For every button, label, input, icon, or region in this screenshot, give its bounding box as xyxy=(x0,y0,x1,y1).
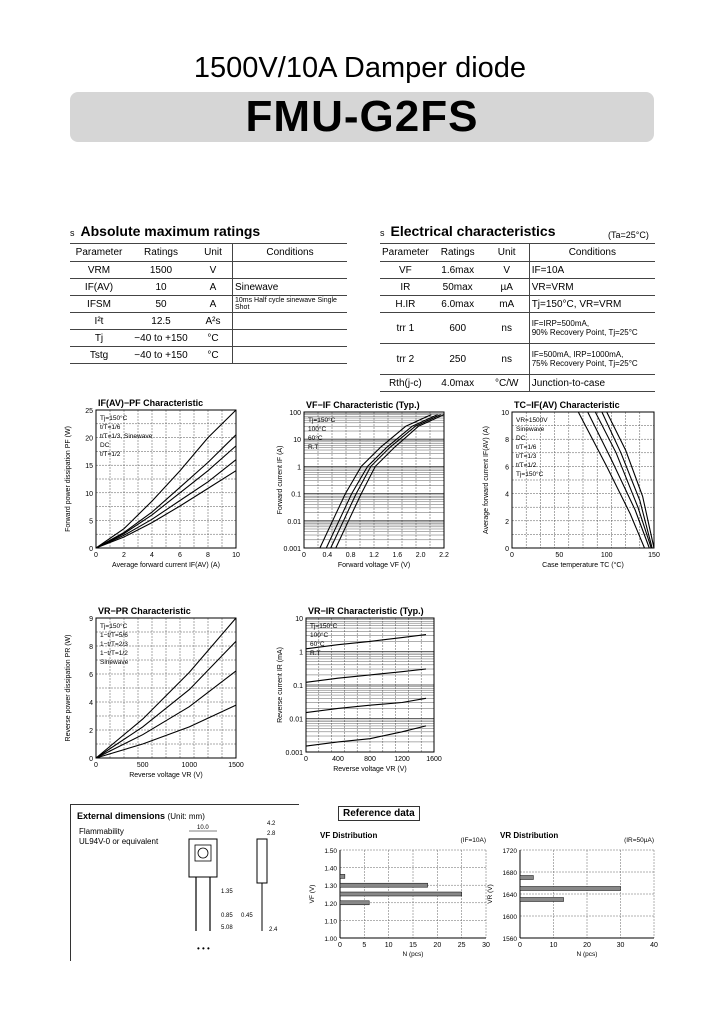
x-tick-label: 30 xyxy=(616,942,625,949)
cell: VRM xyxy=(70,262,128,279)
x-axis-label: N (pcs) xyxy=(402,951,424,958)
chart-annotation: R.T xyxy=(310,650,321,657)
y-axis-label: VF (V) xyxy=(309,884,316,904)
cell xyxy=(233,330,348,347)
dim-label: 2.8 xyxy=(267,831,276,837)
y-tick-label: 0.01 xyxy=(287,518,301,526)
cell: IR xyxy=(380,279,431,296)
series-line xyxy=(326,415,437,548)
y-tick-label: 5 xyxy=(89,518,93,526)
y-tick-label: 4 xyxy=(505,491,509,499)
y-axis-label: Average forward current IF(AV) (A) xyxy=(483,426,490,534)
cell xyxy=(233,262,348,279)
external-dimensions-box xyxy=(70,804,299,961)
chart-annotation: Tj=150°C xyxy=(516,471,544,478)
y-tick-label: 1600 xyxy=(502,914,517,921)
chart-title: VF−IF Characteristic (Typ.) xyxy=(306,400,420,410)
y-axis-label: Forward power dissipation PF (W) xyxy=(65,426,72,532)
y-tick-label: 10 xyxy=(293,437,301,445)
chart-annotation: t/T=1/6 xyxy=(516,444,537,451)
distribution-bar xyxy=(340,892,462,896)
chart-annotation: 1−t/T=5/6 xyxy=(100,632,128,639)
x-axis-label: Case temperature TC (°C) xyxy=(542,562,624,569)
table-header-row xyxy=(380,244,655,262)
y-tick-label: 10 xyxy=(85,490,93,498)
cell: A²s xyxy=(194,313,233,330)
cell: 50 xyxy=(128,296,194,313)
x-tick-label: 20 xyxy=(583,942,591,949)
chart-annotation: Tj=150°C xyxy=(100,623,128,630)
table-row xyxy=(70,262,347,279)
ext-unit: (Unit: mm) xyxy=(167,812,205,821)
x-tick-label: 5 xyxy=(362,942,367,949)
cell: ns xyxy=(485,344,530,375)
table-row xyxy=(380,296,655,313)
chart-annotation: t/T=1/3, Sinewave xyxy=(100,433,153,440)
cell: H.IR xyxy=(380,296,431,313)
series-line xyxy=(320,415,431,548)
col-header: Unit xyxy=(485,244,530,262)
cell: Junction-to-case xyxy=(529,375,655,392)
x-axis-label: Forward voltage VF (V) xyxy=(337,562,411,569)
x-axis-label: Reverse voltage VR (V) xyxy=(333,766,407,773)
chart-title: VR−IR Characteristic (Typ.) xyxy=(308,606,424,616)
cell: 10ms Half cycle sinewave Single Shot xyxy=(233,296,348,313)
reference-data-title: Reference data xyxy=(338,806,420,821)
chart-vr-distribution xyxy=(484,828,664,968)
cell: °C xyxy=(194,330,233,347)
chart-note: (IR=50µA) xyxy=(624,837,654,844)
distribution-bar xyxy=(340,883,428,887)
cell: Tj xyxy=(70,330,128,347)
y-tick-label: 15 xyxy=(85,463,93,471)
cell: ns xyxy=(485,313,530,344)
x-tick-label: 800 xyxy=(364,756,376,763)
x-tick-label: 1600 xyxy=(426,756,442,763)
x-tick-label: 1.6 xyxy=(392,552,403,559)
cell: I²t xyxy=(70,313,128,330)
chart-annotation: t/T=1/2 xyxy=(516,462,537,469)
col-header: Unit xyxy=(194,244,233,262)
chart-annotation: 1−t/T=2/3 xyxy=(100,641,128,648)
y-axis-label: Reverse power dissipation PR (W) xyxy=(65,634,72,742)
chart-title: IF(AV)−PF Characteristic xyxy=(98,398,204,408)
cell: Tstg xyxy=(70,347,128,364)
table-row xyxy=(70,296,347,313)
table-row xyxy=(380,262,655,279)
x-axis-label: Average forward current IF(AV) (A) xyxy=(112,562,220,569)
chart-title: TC−IF(AV) Characteristic xyxy=(514,400,620,410)
x-tick-label: 2.2 xyxy=(439,552,449,559)
y-tick-label: 8 xyxy=(505,437,509,445)
chart-annotation: 60°C xyxy=(310,641,325,648)
chart-annotation: Tj=150°C xyxy=(308,417,336,424)
table-row xyxy=(380,344,655,375)
part-number: FMU-G2FS xyxy=(245,92,479,141)
y-tick-label: 1.30 xyxy=(324,883,337,891)
x-axis-label: N (pcs) xyxy=(576,951,598,958)
pin-marks: • • • xyxy=(197,944,210,953)
table-row xyxy=(70,330,347,347)
cell: 250 xyxy=(431,344,485,375)
distribution-bar xyxy=(520,876,533,880)
y-axis-label: VR (V) xyxy=(487,884,494,904)
x-tick-label: 40 xyxy=(650,942,658,949)
table-row xyxy=(70,347,347,364)
cell: IF=10A xyxy=(529,262,655,279)
cell: Rth(j-c) xyxy=(380,375,431,392)
y-axis-label: Reverse current IR (mA) xyxy=(277,647,284,723)
bullet-marker: s xyxy=(380,228,385,238)
cell: 1.6max xyxy=(431,262,485,279)
elec-heading xyxy=(380,223,556,239)
cell: A xyxy=(194,296,233,313)
abs-max-table xyxy=(70,243,347,364)
cell: trr 2 xyxy=(380,344,431,375)
elec-table xyxy=(380,243,655,392)
y-tick-label: 1640 xyxy=(502,892,517,899)
dim-label: 0.85 xyxy=(221,913,233,919)
package-tab xyxy=(195,845,211,861)
dim-label: 2.4 xyxy=(269,927,278,933)
cell: Tj=150°C, VR=VRM xyxy=(529,296,655,313)
cell: mA xyxy=(485,296,530,313)
mounting-hole xyxy=(198,848,208,858)
y-tick-label: 6 xyxy=(89,672,93,679)
chart-annotation: Tj=150°C xyxy=(310,623,338,630)
dim-label: 1.35 xyxy=(221,889,233,895)
y-tick-label: 4 xyxy=(89,700,93,707)
y-tick-label: 0.001 xyxy=(285,750,303,757)
x-tick-label: 1200 xyxy=(394,756,410,763)
cell: 600 xyxy=(431,313,485,344)
chart-annotation: DC xyxy=(516,435,526,442)
cell: 1500 xyxy=(128,262,194,279)
dim-label: 10.0 xyxy=(197,825,209,831)
x-tick-label: 0 xyxy=(338,942,342,949)
distribution-bar xyxy=(520,887,621,891)
cond-line: 75% Recovery Point, Tj=25°C xyxy=(531,359,638,368)
cell: °C xyxy=(194,347,233,364)
cell: V xyxy=(194,262,233,279)
bullet-marker: s xyxy=(70,228,75,238)
table-row xyxy=(70,313,347,330)
cell: IFSM xyxy=(70,296,128,313)
x-tick-label: 1000 xyxy=(181,762,198,769)
x-tick-label: 20 xyxy=(433,942,442,949)
x-tick-label: 0.8 xyxy=(345,552,356,559)
y-tick-label: 1 xyxy=(299,649,303,657)
chart-annotation: 1−t/T=1/2 xyxy=(100,650,128,657)
dim-label: 0.45 xyxy=(241,913,253,919)
x-axis-label: Reverse voltage VR (V) xyxy=(129,772,203,779)
cell: VR=VRM xyxy=(529,279,655,296)
side-view-body xyxy=(257,839,267,883)
x-tick-label: 2.0 xyxy=(415,552,426,559)
x-tick-label: 500 xyxy=(136,762,149,769)
cond-line: IF=500mA, IRP=1000mA, xyxy=(531,350,624,359)
x-tick-label: 0 xyxy=(510,552,514,559)
package-drawing xyxy=(167,813,297,959)
y-tick-label: 1.20 xyxy=(324,900,337,908)
col-header: Parameter xyxy=(70,244,128,262)
cell: µA xyxy=(485,279,530,296)
chart-annotation: t/T=1/3 xyxy=(516,453,537,460)
x-tick-label: 0 xyxy=(302,552,306,559)
x-tick-label: 0 xyxy=(94,552,98,559)
x-tick-label: 10 xyxy=(549,942,558,949)
cond-line: 90% Recovery Point, Tj=25°C xyxy=(531,328,638,337)
y-tick-label: 9 xyxy=(89,616,93,623)
chart-title: VR−PR Characteristic xyxy=(98,606,191,616)
y-axis-label: Forward current IF (A) xyxy=(277,445,284,515)
x-tick-label: 0 xyxy=(518,942,522,949)
table-row xyxy=(380,313,655,344)
cell: −40 to +150 xyxy=(128,330,194,347)
chart-vr-ir xyxy=(272,600,462,784)
x-tick-label: 25 xyxy=(457,942,466,949)
dim-label: 4.2 xyxy=(267,821,276,827)
cell: VF xyxy=(380,262,431,279)
chart-annotation: 100°C xyxy=(310,632,329,639)
elec-condition-note: (Ta=25°C) xyxy=(608,230,649,240)
chart-annotation: t/T=1/2 xyxy=(100,451,121,458)
distribution-bar xyxy=(340,901,369,905)
chart-annotation: R.T xyxy=(308,444,319,451)
y-tick-label: 8 xyxy=(89,644,93,651)
col-header: Parameter xyxy=(380,244,431,262)
col-header: Ratings xyxy=(431,244,485,262)
y-tick-label: 25 xyxy=(85,408,93,415)
col-header: Conditions xyxy=(233,244,348,262)
chart-vr-pr xyxy=(60,600,260,784)
y-tick-label: 0.01 xyxy=(289,716,303,724)
x-tick-label: 6 xyxy=(178,552,182,559)
cell: 10 xyxy=(128,279,194,296)
cell: −40 to +150 xyxy=(128,347,194,364)
table-row xyxy=(380,375,655,392)
chart-annotation: DC xyxy=(100,442,110,449)
chart-annotation: Sinewave xyxy=(100,659,129,666)
y-tick-label: 1680 xyxy=(502,870,517,877)
chart-note: (IF=10A) xyxy=(460,837,486,844)
cell xyxy=(529,344,655,375)
col-header: Ratings xyxy=(128,244,194,262)
cell xyxy=(529,313,655,344)
x-tick-label: 30 xyxy=(482,942,490,949)
y-tick-label: 1 xyxy=(297,464,301,472)
x-tick-label: 0 xyxy=(94,762,98,769)
y-tick-label: 0.001 xyxy=(283,546,301,553)
chart-title: VR Distribution xyxy=(500,831,559,840)
table-header-row xyxy=(70,244,347,262)
chart-if-pf xyxy=(60,396,260,580)
x-tick-label: 10 xyxy=(232,552,240,559)
y-tick-label: 1.40 xyxy=(324,865,337,873)
chart-annotation: 60°C xyxy=(308,435,323,442)
x-tick-label: 10 xyxy=(384,942,393,949)
x-tick-label: 1500 xyxy=(228,762,244,769)
ext-title: External dimensions xyxy=(77,811,166,821)
y-tick-label: 1.00 xyxy=(324,936,337,943)
series-line xyxy=(306,698,426,712)
series-line xyxy=(306,669,426,682)
cell xyxy=(233,347,348,364)
cell: A xyxy=(194,279,233,296)
cell: trr 1 xyxy=(380,313,431,344)
y-tick-label: 6 xyxy=(505,464,509,472)
cell: V xyxy=(485,262,530,279)
chart-title: VF Distribution xyxy=(320,831,378,840)
chart-annotation: Tj=150°C xyxy=(100,415,128,422)
cell xyxy=(233,313,348,330)
x-tick-label: 2 xyxy=(122,552,126,559)
y-tick-label: 0 xyxy=(89,756,93,763)
y-tick-label: 0 xyxy=(505,546,509,553)
y-tick-label: 20 xyxy=(85,435,93,443)
elec-title: Electrical characteristics xyxy=(390,223,556,239)
flammability-label: Flammability xyxy=(79,827,124,836)
chart-annotation: VR=1500V xyxy=(516,417,548,424)
chart-vf-distribution xyxy=(306,828,490,968)
chart-vf-if xyxy=(272,396,462,580)
chart-annotation: 100°C xyxy=(308,426,327,433)
y-tick-label: 1560 xyxy=(502,936,517,943)
flammability-std: UL94V-0 or equivalent xyxy=(79,837,159,846)
series-line xyxy=(331,415,441,548)
y-tick-label: 100 xyxy=(289,410,301,417)
cell: IF(AV) xyxy=(70,279,128,296)
dim-label: 5.08 xyxy=(221,925,233,931)
x-tick-label: 50 xyxy=(555,552,564,559)
x-tick-label: 0 xyxy=(304,756,308,763)
cell: Sinewave xyxy=(233,279,348,296)
product-subtitle: 1500V/10A Damper diode xyxy=(193,52,527,84)
x-tick-label: 15 xyxy=(409,942,417,949)
distribution-bar xyxy=(520,898,564,902)
distribution-bar xyxy=(340,874,345,878)
col-header: Conditions xyxy=(529,244,655,262)
y-tick-label: 1.10 xyxy=(324,918,337,926)
chart-annotation: t/T=1/6 xyxy=(100,424,121,431)
y-tick-label: 2 xyxy=(89,728,93,735)
chart-annotation: Sinewave xyxy=(516,426,545,433)
y-tick-label: 0 xyxy=(89,546,93,553)
x-tick-label: 0.4 xyxy=(322,552,333,559)
x-tick-label: 4 xyxy=(150,552,154,559)
cell: 6.0max xyxy=(431,296,485,313)
cell: 50max xyxy=(431,279,485,296)
x-tick-label: 150 xyxy=(648,552,660,559)
y-tick-label: 1720 xyxy=(502,848,517,855)
cond-line: IF=IRP=500mA, xyxy=(531,319,590,328)
y-tick-label: 0.1 xyxy=(293,683,303,690)
table-row xyxy=(380,279,655,296)
x-tick-label: 1.2 xyxy=(369,552,379,559)
table-row xyxy=(70,279,347,296)
x-tick-label: 8 xyxy=(206,552,210,559)
x-tick-label: 400 xyxy=(332,756,344,763)
y-tick-label: 10 xyxy=(501,410,509,417)
cell: 12.5 xyxy=(128,313,194,330)
cell: °C/W xyxy=(485,375,530,392)
y-tick-label: 2 xyxy=(505,518,509,526)
cell: 4.0max xyxy=(431,375,485,392)
y-tick-label: 0.1 xyxy=(291,491,301,499)
abs-max-heading xyxy=(70,223,260,239)
y-tick-label: 10 xyxy=(295,616,303,623)
chart-tc-if xyxy=(478,396,668,580)
abs-max-title: Absolute maximum ratings xyxy=(80,223,261,239)
x-tick-label: 100 xyxy=(600,552,613,559)
y-tick-label: 1.50 xyxy=(324,848,337,855)
